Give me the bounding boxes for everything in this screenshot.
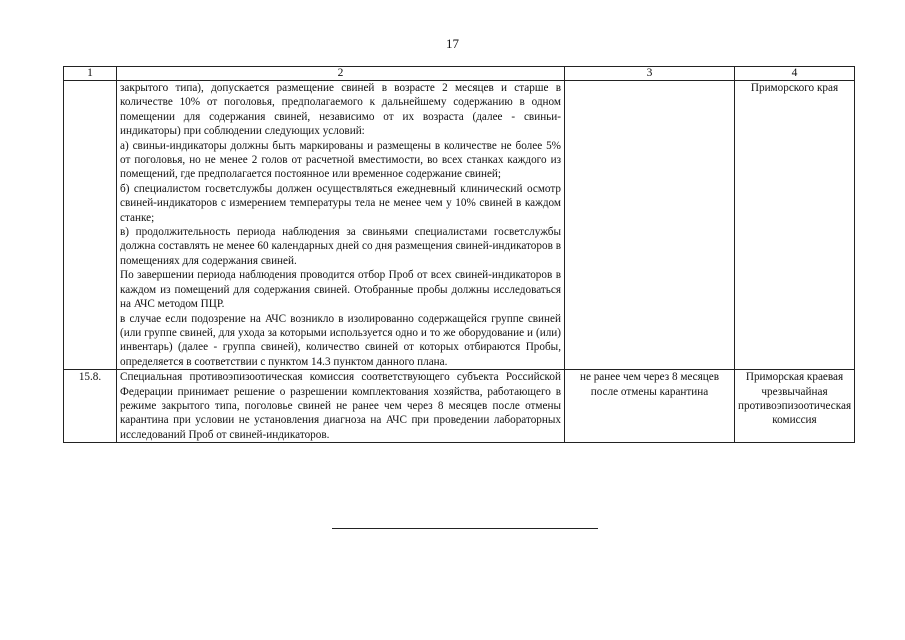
measure-paragraph: закрытого типа), допускается размещение свиней в возрасте 2 месяцев и старше в количестве 10% от поголовья, предполагаемого к дальнейшему содержанию в одном помещении для содержания свиней, независимо от их возраста (далее - свиньи-индикаторы) при соблюдении следующих условий: [120,82,561,138]
table-row [64,81,855,370]
item-number-cell [64,81,117,370]
measure-paragraph: Специальная противоэпизоотическая комиссия соответствующего субъекта Российской Федерации принимает решение о разрешении комплектования хозяйства, работающего в режиме закрытого типа, поголовье свиней не ранее чем через 8 месяцев после отмены карантина при условии не установления диагноза на АЧС при проведении лабораторных исследований Проб от свиней-индикаторов. [120,371,561,441]
plan-table [63,66,855,443]
column-header: 4 [735,67,855,81]
measure-text-cell [117,81,565,370]
column-header: 2 [117,67,565,81]
measure-paragraph: По завершении периода наблюдения проводится отбор Проб от всех свиней-индикаторов в каждом из помещений для содержания свиней. Отобранные пробы должны исследоваться на АЧС методом ПЦР. [120,269,561,311]
measure-text-cell [117,370,565,443]
column-header: 3 [565,67,735,81]
footer-divider [332,528,598,529]
page-number: 17 [446,36,459,51]
responsible-cell: Приморская краевая чрезвычайная противоэпизоотическая комиссия [735,370,855,443]
measure-paragraph: б) специалистом госветслужбы должен осуществляться ежедневный клинический осмотр свиней-индикаторов с измерением температуры тела не менее чем у 10% свиней в каждом станке; [120,182,561,224]
item-number-cell: 15.8. [64,370,117,443]
deadline-cell: не ранее чем через 8 месяцев после отмены карантина [565,370,735,443]
measure-paragraph: в) продолжительность периода наблюдения за свиньями специалистами госветслужбы должна составлять не менее 60 календарных дней со дня размещения свиней-индикаторов в помещениях для содержания свиней. [120,226,561,267]
measure-paragraph: а) свиньи-индикаторы должны быть маркированы и размещены в количестве не более 5% от поголовья, но не менее 2 голов от расчетной вместимости, во всех станках каждого из помещений, где предполагается постоянное или временное содержание свиней; [120,139,561,181]
measure-paragraph: в случае если подозрение на АЧС возникло в изолированно содержащейся группе свиней (или группе свиней, для ухода за которыми используется одно и то же оборудование и (или) инвентарь) (далее - группа свиней), количество свиней от которых отбираются Пробы, определяется в соответствии с пунктом 14.3 пунктом данного плана. [120,312,561,368]
deadline-cell [565,81,735,370]
table-header-row [64,67,855,81]
table-row [64,370,855,443]
responsible-cell: Приморского края [735,81,855,370]
column-header: 1 [64,67,117,81]
